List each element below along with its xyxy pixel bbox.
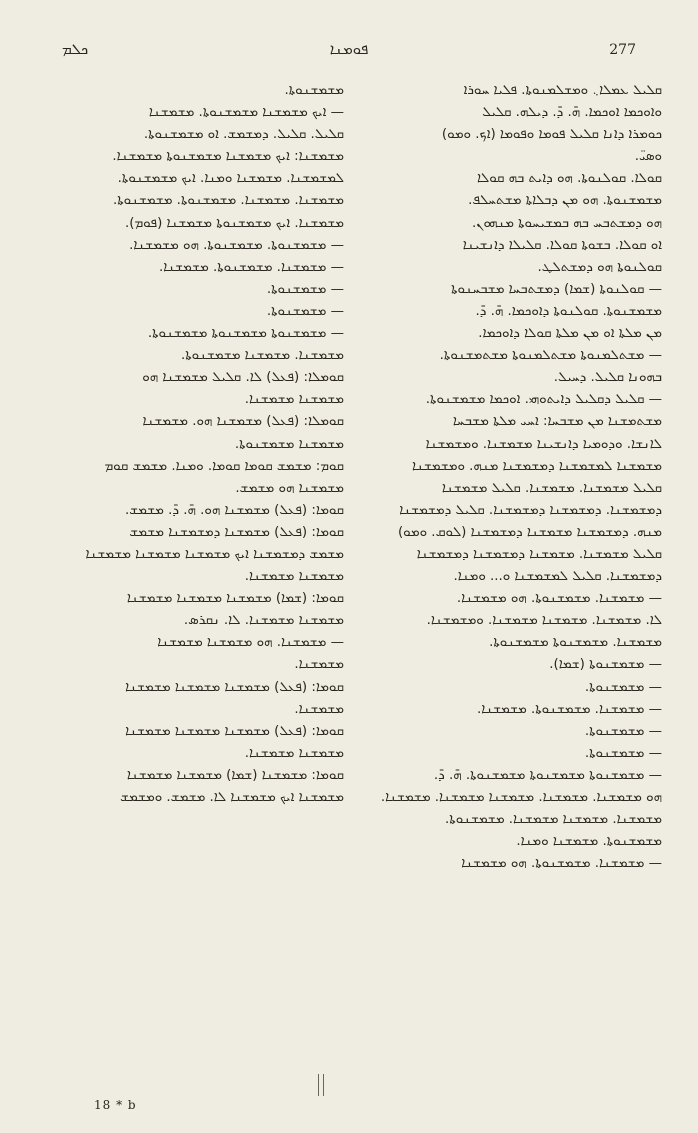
page-number: 277 — [609, 42, 636, 58]
right-column-line: ܡܢܗ. ܕܡܫܡܫܢܐ ܡܫܡܫܢܐ ܕܡܫܡܫܢܐ (ܠܘܩ. ܘܡܘ) — [397, 524, 662, 540]
left-column-line: — ܡܫܡܫܢܘܬܐ ܡܫܡܫܢܘܬܐ ܡܫܡܫܢܘܬܐ. — [147, 326, 344, 342]
right-column-line: ܘܐܘܟܡܐ ܐܘܟܡܐ. ܗ̄. ܕ̄. ܕܝܠܗ. ܩܠܝܠ — [482, 105, 662, 121]
left-column-line: ܡܫܡܫܢܐ ܡܫܡܫܢܘܬܐ. — [234, 436, 344, 452]
left-column-line: ܩܘܡܐ: (ܫܡܐ) ܡܫܡܫܢܐ ܡܫܡܫܢܐ ܡܫܡܫܢܐ — [126, 591, 344, 607]
left-column-line: ܡܫܡܫܢܐ ܐܝܟ ܡܫܡܫܢܐ ܠܐ. ܡܫܡܫ. ܘܡܫܡܫ — [120, 790, 344, 805]
right-column-line: ܩܠܝܠ ܡܫܡܫܢܐ. ܡܫܡܫܢܐ. ܩܠܝܠ ܡܫܡܫܢܐ — [441, 480, 662, 496]
right-column-line: ܠܐ. ܡܫܡܫܢܐ. ܡܫܡܫܢܐ ܡܫܡܫܢܐ. ܘܡܫܡܫܢܐ. — [426, 613, 662, 629]
left-column-line: ܡܫܡܫܢܐ. ܡܫܡܫܢܐ ܡܫܡܫܢܘܬܐ. — [180, 348, 344, 364]
left-column-line: ܩܘܡܠܐ: (ܦܥܠ) ܡܫܡܫܢܐ ܗܘ. ܡܫܡܫܢܐ — [142, 414, 344, 430]
right-column-line: ܡܫܡܫܢܐ. ܡܫܡܫܢܘܬܐ ܡܫܡܫܢܘܬܐ. — [489, 635, 662, 651]
left-column-line: — ܡܫܡܫܢܐ. ܗܘ ܡܫܡܫܢܐ ܡܫܡܫܢܐ — [157, 635, 344, 651]
right-column-line: ܩܘܠܐ. ܩܘܠܢܘܬܐ. ܗܘ ܕܐܝܬ ܒܗ ܩܘܠܐ — [476, 171, 662, 187]
right-column-line: — ܡܫܡܫܢܘܬܐ ܡܫܡܫܢܘܬܐ ܡܫܡܫܢܘܬܐ. ܗ̄. ܕ̄. — [433, 767, 662, 783]
right-column-line: ܡܢ ܡܠܬܐ ܐܘ ܡܢ ܡܠܬܐ ܩܘܠܐ ܕܐܘܟܡܐ. — [478, 326, 662, 342]
left-column-line: ܡܫܡܫܢܘܬܐ. — [284, 83, 344, 98]
right-column-line: — ܡܫܡܫܢܘܬܐ. — [584, 745, 662, 761]
running-header — [62, 40, 636, 66]
right-column-line: ܡܫܡܫܢܐ ܠܡܫܡܫܢܐ ܕܡܫܡܫܢܐ ܡܢܗ. ܘܡܫܡܫܢܐ — [412, 458, 662, 474]
left-column-line: ܩܘܡ: ܡܫܡܫ ܩܘܡܐ ܩܘܡܐ. ܘܡܢܐ. ܡܫܡܫ ܩܘܡ — [104, 458, 344, 474]
left-column-line: ܩܘܡܠܐ: (ܦܥܠ) ܠܐ. ܩܠܝܠ ܡܫܡܫܢܐ ܗܘ — [142, 370, 344, 386]
left-column-line: ܡܫܡܫܢܐ. — [294, 701, 344, 717]
right-column-line: — ܡܫܡܫܢܐ. ܡܫܡܫܢܘܬܐ. ܡܫܡܫܢܐ. — [477, 701, 662, 717]
left-column-line: ܩܘܡܐ: ܡܫܡܫܢܐ (ܫܡܐ) ܡܫܡܫܢܐ ܡܫܡܫܢܐ — [126, 767, 344, 783]
right-column-line: — ܡܫܡܫܢܘܬܐ (ܫܡܐ). — [549, 657, 662, 673]
right-column-line: ܕܡܫܡܫܢܐ. ܩܠܝܠ ܠܡܫܡܫܢܐ ܘ... ܘܡܢܐ. — [453, 569, 662, 585]
right-column-line: ܡܫܡܫܢܘܬܐ. ܡܫܡܫܢܐ ܘܡܢܐ. — [516, 834, 662, 850]
right-column-line: ܗܘ ܡܫܡܫܢܐ. ܡܫܡܫܢܐ. ܡܫܡܫܢܐ ܡܫܡܫܢܐ. ܡܫܡܫܢܐ. — [380, 790, 662, 805]
header-title: ܦܘܡܢܐ — [329, 40, 369, 58]
left-column-line: ܡܫܡܫܢܐ ܡܫܡܫܢܐ. — [244, 392, 344, 408]
right-column-line: ܡܫܡܫܢܘܬܐ. ܩܘܠܢܘܬܐ ܕܐܘܟܡܐ. ܗ̄. ܕ̄. — [475, 303, 662, 319]
right-column-line: — ܡܫܡܫܢܐ. ܡܫܡܫܢܘܬܐ. ܗܘ ܡܫܡܫܢܐ — [461, 856, 662, 872]
right-column-line: — ܩܠܝܠ ܕܩܠܝܠ ܕܐܝܬܘܗܝ. ܐܘܟܡܐ ܡܫܡܫܢܘܬܐ. — [425, 392, 662, 408]
header-catchword: ܟܠܡ — [62, 40, 89, 58]
left-column-line: — ܐܝܟ ܡܫܡܫܢܐ ܡܫܡܫܢܘܬܐ. ܡܫܡܫܢܐ — [148, 105, 344, 121]
left-column-line: ܩܘܡܐ: (ܦܥܠ) ܡܫܡܫܢܐ ܡܫܡܫܢܐ ܡܫܡܫܢܐ — [125, 679, 344, 695]
right-column-line: ܩܠܝܠ ܥܡܠܐ܆ ܘܡܫܠܡܢܘܬܐ. ܦܠܝܐ ܚܘܪܐ — [463, 83, 662, 98]
right-column-line: — ܡܫܡܫܢܘܬܐ. — [584, 723, 662, 739]
left-column-line: ܡܫܡܫܢܐ ܗܘ ܡܫܡܫ. — [235, 480, 344, 496]
left-column-line: ܩܘܡܐ: (ܦܥܠ) ܡܫܡܫܢܐ ܗܘ. ܗ̄. ܕ̄. ܡܫܡܫ. — [124, 502, 344, 518]
right-column-line: ܘܣܝ̈. — [634, 149, 662, 165]
right-column-line: ܗܘ ܕܡܫܬܒܚ ܒܗ ܒܡܫܝܚܘܬܐ ܡܢܗܘܢ. — [471, 215, 662, 231]
right-column-line: ܕܡܫܡܫܢܐ. ܕܡܫܡܫܢܐ ܕܡܫܡܫܢܐ. ܩܠܝܠ ܕܡܫܡܫܢܐ — [399, 502, 662, 518]
right-column — [374, 80, 662, 875]
left-column-line: — ܡܫܡܫܢܘܬܐ. — [266, 281, 344, 297]
right-column-line: ܡܫܡܫܢܐ. ܡܫܡܫܢܐ ܡܫܡܫܢܐ. ܡܫܡܫܢܘܬܐ. — [445, 812, 662, 828]
right-column-line: ܠܐܢܫܐ. ܘܕܘܡܝܐ ܕܐܢܫܝܢܐ ܡܫܡܫܢܐ. ܘܡܫܡܫܢܐ — [425, 436, 662, 452]
left-column-line: ܡܫܡܫܢܐ ܡܫܡܫܢܐ. — [244, 745, 344, 761]
right-column-line: — ܡܫܡܫܢܐ. ܡܫܡܫܢܘܬܐ. ܗܘ ܡܫܡܫܢܐ. — [456, 591, 662, 607]
left-column — [56, 80, 344, 809]
right-column-line: ܡܫܬܡܫܢܐ ܡܢ ܡܫܒܚܐ: ܐܚܝ ܡܠܬܐ ܡܫܒܚܐ — [452, 414, 662, 430]
right-column-line: ܟܘܡܪܐ ܕܐܢܐ ܩܠܝܠ ܦܘܡܐ ܘܦܘܡܐ (ܐܟ. ܘܡܘ) — [441, 127, 662, 143]
left-column-line: ܩܘܡܐ: (ܦܥܠ) ܡܫܡܫܢܐ ܕܡܫܡܫܢܐ ܡܫܡܫ — [129, 524, 344, 540]
left-column-line: ܡܫܡܫܢܐ: ܐܝܟ ܡܫܡܫܢܐ ܡܫܡܫܢܘܬܐ ܡܫܡܫܢܐ. — [112, 149, 344, 165]
right-column-line: — ܡܫܡܫܢܘܬܐ. — [584, 679, 662, 695]
left-column-line: — ܡܫܡܫܢܘܬܐ. ܡܫܡܫܢܘܬܐ. ܗܘ ܡܫܡܫܢܐ. — [129, 237, 344, 253]
right-column-line: — ܩܘܠܢܘܬܐ (ܫܡܐ) ܕܡܫܬܒܚܐ ܡܫܒܚܢܘܬܐ — [451, 281, 662, 297]
right-column-line: ܒܗܘܢܐ ܩܠܝܠ. ܕܚܝܠ. — [553, 370, 662, 386]
left-column-line: ܡܫܡܫܢܐ ܡܫܡܫܢܐ. ܠܐ. ܢܩܪܣ. — [183, 613, 344, 629]
left-column-line: ܡܫܡܫܢܐ. ܐܝܟ ܡܫܡܫܢܘܬܐ ܡܫܡܫܢܐ (ܦܘܡ). — [125, 215, 344, 231]
left-column-line: ܩܘܡܐ: (ܦܥܠ) ܡܫܡܫܢܐ ܡܫܡܫܢܐ ܡܫܡܫܢܐ — [125, 723, 344, 739]
right-column-line: ܩܠܝܠ ܡܫܡܫܢܐ. ܡܫܡܫܢܐ ܕܡܫܡܫܢܐ ܕܡܫܡܫܢܐ — [416, 546, 662, 562]
right-column-line: ܡܫܡܫܢܘܬܐ. ܗܘ ܡܢ ܕܒܠܐܬܐ ܡܫܬܚܠܦ. — [468, 193, 662, 209]
left-column-line: ܡܫܡܫܢܐ. ܡܫܡܫܢܐ. ܡܫܡܫܢܘܬܐ. ܡܫܡܫܢܘܬܐ. — [112, 193, 344, 209]
left-column-line: ܡܫܡܫ ܕܡܫܡܫܢܐ ܐܝܟ ܡܫܡܫܢܐ ܡܫܡܫܢܐ ܡܫܡܫܢܐ — [85, 546, 344, 562]
left-column-line: ܩܠܝܠ. ܩܠܝܠ. ܕܡܫܡܫ. ܐܘ ܡܫܡܫܢܘܬܐ. — [143, 127, 344, 143]
left-column-line: — ܡܫܡܫܢܘܬܐ. — [266, 303, 344, 319]
left-column-line: — ܡܫܡܫܢܐ. ܡܫܡܫܢܘܬܐ. ܡܫܡܫܢܐ. — [159, 259, 344, 275]
right-column-line: ܐܘ ܩܘܠܐ. ܒܫܘܬܐ ܩܘܠܐ. ܩܠܝܠܐ ܕܐܢܫܝܢܐ — [462, 237, 662, 253]
left-column-line: ܠܡܫܡܫܢܐ. ܡܫܡܫܢܐ ܘܡܢܐ. ܐܝܟ ܡܫܡܫܢܘܬܐ. — [117, 171, 344, 187]
right-column-line: ܩܘܠܢܘܬܐ ܗܘ ܕܡܫܬܠܛ. — [537, 259, 662, 275]
right-column-line: — ܡܫܬܠܡܢܘܬܐ ܡܫܬܠܡܢܘܬܐ ܡܫܬܡܫܢܘܬܐ. — [439, 348, 662, 364]
printer-signature: 18 * b — [94, 1098, 137, 1112]
left-column-line: ܡܫܡܫܢܐ ܡܫܡܫܢܐ. — [244, 569, 344, 585]
margin-mark — [318, 1074, 324, 1096]
left-column-line: ܡܫܡܫܢܐ. — [294, 657, 344, 673]
